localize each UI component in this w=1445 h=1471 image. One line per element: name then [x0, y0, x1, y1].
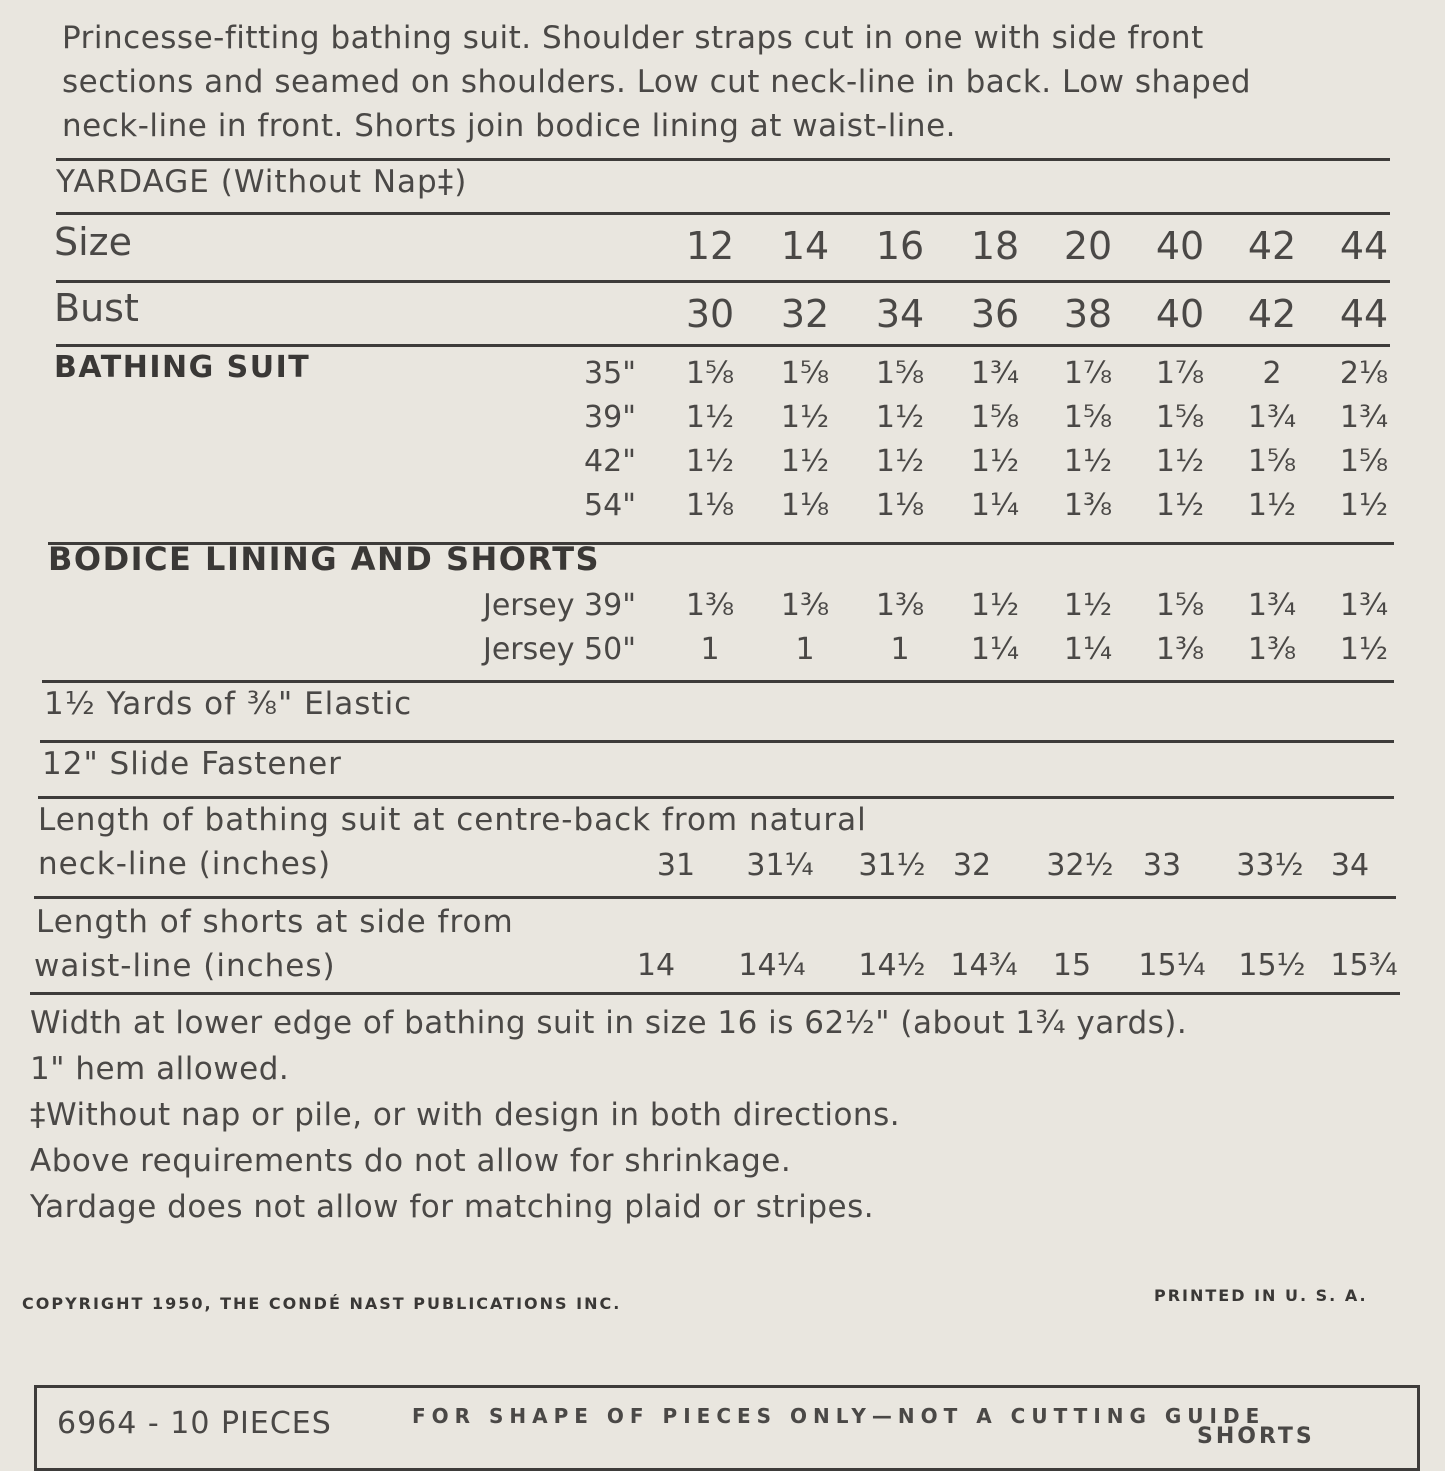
- length-suit-label: Length of bathing suit at centre-back from natural: [38, 802, 867, 838]
- description-line: Princesse-fitting bathing suit. Shoulder straps cut in one with side front: [62, 20, 1204, 56]
- printed-in: PRINTED IN U. S. A.: [1154, 1286, 1368, 1305]
- yardage-cell: 1½: [1339, 632, 1389, 667]
- length-suit-label: neck-line (inches): [38, 846, 332, 882]
- bust-cell: 34: [875, 292, 925, 336]
- size-cell: 14: [780, 224, 830, 268]
- size-cell: 20: [1063, 224, 1113, 268]
- notes: [30, 1000, 1187, 1230]
- yardage-cell: 1⅝: [1063, 400, 1113, 435]
- fabric-width-label: Jersey 39": [483, 588, 636, 623]
- size-cell: 44: [1339, 224, 1389, 268]
- yardage-cell: 1⅝: [1339, 444, 1389, 479]
- bust-cell: 38: [1063, 292, 1113, 336]
- length-cell: 15¼: [1138, 948, 1206, 983]
- fastener-notion: 12" Slide Fastener: [42, 746, 342, 782]
- length-cell: 14½: [858, 948, 926, 983]
- divider: [56, 212, 1390, 215]
- divider: [42, 680, 1394, 683]
- size-cell: 18: [970, 224, 1020, 268]
- fabric-width-label: 35": [584, 356, 636, 391]
- bust-cell: 30: [685, 292, 735, 336]
- note-line: ‡Without nap or pile, or with design in both directions.: [30, 1097, 901, 1133]
- yardage-cell: 1¼: [1063, 632, 1113, 667]
- length-shorts-label: waist-line (inches): [34, 948, 336, 984]
- divider: [34, 896, 1396, 899]
- yardage-cell: 1⅛: [875, 488, 925, 523]
- yardage-cell: 1⅝: [875, 356, 925, 391]
- yardage-cell: 1½: [875, 400, 925, 435]
- divider: [30, 992, 1400, 995]
- length-cell: 33½: [1236, 848, 1304, 883]
- yardage-cell: 1⅜: [1063, 488, 1113, 523]
- divider: [56, 280, 1390, 283]
- length-cell: 14: [636, 948, 676, 983]
- yardage-cell: 1¾: [1339, 588, 1389, 623]
- yardage-cell: 1: [795, 632, 815, 667]
- footer-box: [34, 1385, 1420, 1471]
- note-line: 1" hem allowed.: [30, 1051, 290, 1087]
- fabric-width-label: 39": [584, 400, 636, 435]
- yardage-cell: 1½: [1063, 444, 1113, 479]
- yardage-cell: 1: [890, 632, 910, 667]
- length-cell: 33: [1142, 848, 1182, 883]
- yardage-cell: 1⅛: [685, 488, 735, 523]
- divider: [38, 796, 1394, 799]
- yardage-cell: 1¼: [970, 632, 1020, 667]
- bust-cell: 32: [780, 292, 830, 336]
- yardage-cell: 1⅜: [1247, 632, 1297, 667]
- size-label: Size: [54, 220, 133, 264]
- yardage-cell: 1⅜: [1155, 632, 1205, 667]
- note-line: Above requirements do not allow for shrinkage.: [30, 1143, 792, 1179]
- yardage-cell: 1½: [1063, 588, 1113, 623]
- yardage-cell: 1⅞: [1155, 356, 1205, 391]
- bust-cell: 42: [1247, 292, 1297, 336]
- bust-cell: 44: [1339, 292, 1389, 336]
- yardage-cell: 1¾: [1247, 400, 1297, 435]
- size-cell: 42: [1247, 224, 1297, 268]
- bust-cell: 40: [1155, 292, 1205, 336]
- length-cell: 31½: [858, 848, 926, 883]
- yardage-cell: 1¾: [1339, 400, 1389, 435]
- elastic-notion: 1½ Yards of ⅜" Elastic: [44, 686, 413, 722]
- yardage-cell: 1½: [685, 400, 735, 435]
- yardage-cell: 1⅝: [780, 356, 830, 391]
- length-cell: 14¾: [950, 948, 1018, 983]
- divider: [56, 158, 1390, 161]
- note-line: Width at lower edge of bathing suit in size 16 is 62½" (about 1¾ yards).: [30, 1005, 1188, 1041]
- bust-cell: 36: [970, 292, 1020, 336]
- divider: [40, 740, 1394, 743]
- copyright: COPYRIGHT 1950, THE CONDÉ NAST PUBLICATIONS INC.: [22, 1294, 622, 1313]
- yardage-cell: 1¼: [970, 488, 1020, 523]
- yardage-cell: 1½: [780, 400, 830, 435]
- yardage-cell: 1¾: [1247, 588, 1297, 623]
- yardage-cell: 1⅝: [685, 356, 735, 391]
- yardage-cell: 1⅝: [1247, 444, 1297, 479]
- length-cell: 15½: [1238, 948, 1306, 983]
- description-line: sections and seamed on shoulders. Low cut neck-line in back. Low shaped: [62, 64, 1252, 100]
- yardage-cell: 1⅝: [970, 400, 1020, 435]
- yardage-cell: 1¾: [970, 356, 1020, 391]
- length-shorts-label: Length of shorts at side from: [36, 904, 514, 940]
- yardage-cell: 1: [700, 632, 720, 667]
- size-cell: 16: [875, 224, 925, 268]
- yardage-cell: 1½: [1155, 488, 1205, 523]
- bodice-heading: BODICE LINING AND SHORTS: [48, 540, 601, 578]
- yardage-cell: 1⅝: [1155, 400, 1205, 435]
- yardage-cell: 1⅜: [875, 588, 925, 623]
- yardage-cell: 1⅜: [780, 588, 830, 623]
- size-cell: 40: [1155, 224, 1205, 268]
- yardage-cell: 1½: [780, 444, 830, 479]
- yardage-cell: 1⅝: [1155, 588, 1205, 623]
- divider: [56, 344, 1390, 347]
- length-cell: 15¾: [1330, 948, 1398, 983]
- yardage-cell: 2⅛: [1339, 356, 1389, 391]
- guide-note: FOR SHAPE OF PIECES ONLY—NOT A CUTTING GUIDE: [412, 1404, 1266, 1428]
- yardage-cell: 1½: [685, 444, 735, 479]
- yardage-cell: 1½: [1339, 488, 1389, 523]
- yardage-cell: 1½: [970, 588, 1020, 623]
- yardage-cell: 1⅛: [780, 488, 830, 523]
- pattern-pieces: 6964 - 10 PIECES: [57, 1406, 332, 1441]
- length-cell: 14¼: [738, 948, 806, 983]
- length-cell: 32½: [1046, 848, 1114, 883]
- length-cell: 15: [1052, 948, 1092, 983]
- yardage-heading: YARDAGE (Without Nap‡): [56, 164, 468, 200]
- fabric-width-label: 42": [584, 444, 636, 479]
- fabric-width-label: 54": [584, 488, 636, 523]
- yardage-cell: 1½: [875, 444, 925, 479]
- description-line: neck-line in front. Shorts join bodice lining at waist-line.: [62, 108, 956, 144]
- bust-label: Bust: [54, 286, 139, 330]
- yardage-cell: 1⅞: [1063, 356, 1113, 391]
- yardage-cell: 2: [1262, 356, 1282, 391]
- yardage-cell: 1⅜: [685, 588, 735, 623]
- fabric-width-label: Jersey 50": [483, 632, 636, 667]
- yardage-cell: 1½: [970, 444, 1020, 479]
- yardage-cell: 1½: [1247, 488, 1297, 523]
- note-line: Yardage does not allow for matching plaid or stripes.: [30, 1189, 875, 1225]
- length-cell: 31¼: [746, 848, 814, 883]
- bathing-suit-heading: BATHING SUIT: [54, 350, 311, 385]
- length-cell: 31: [656, 848, 696, 883]
- length-cell: 34: [1330, 848, 1370, 883]
- yardage-cell: 1½: [1155, 444, 1205, 479]
- pattern-description: [62, 16, 1392, 148]
- length-cell: 32: [952, 848, 992, 883]
- size-cell: 12: [685, 224, 735, 268]
- shorts-label: SHORTS: [1197, 1424, 1315, 1449]
